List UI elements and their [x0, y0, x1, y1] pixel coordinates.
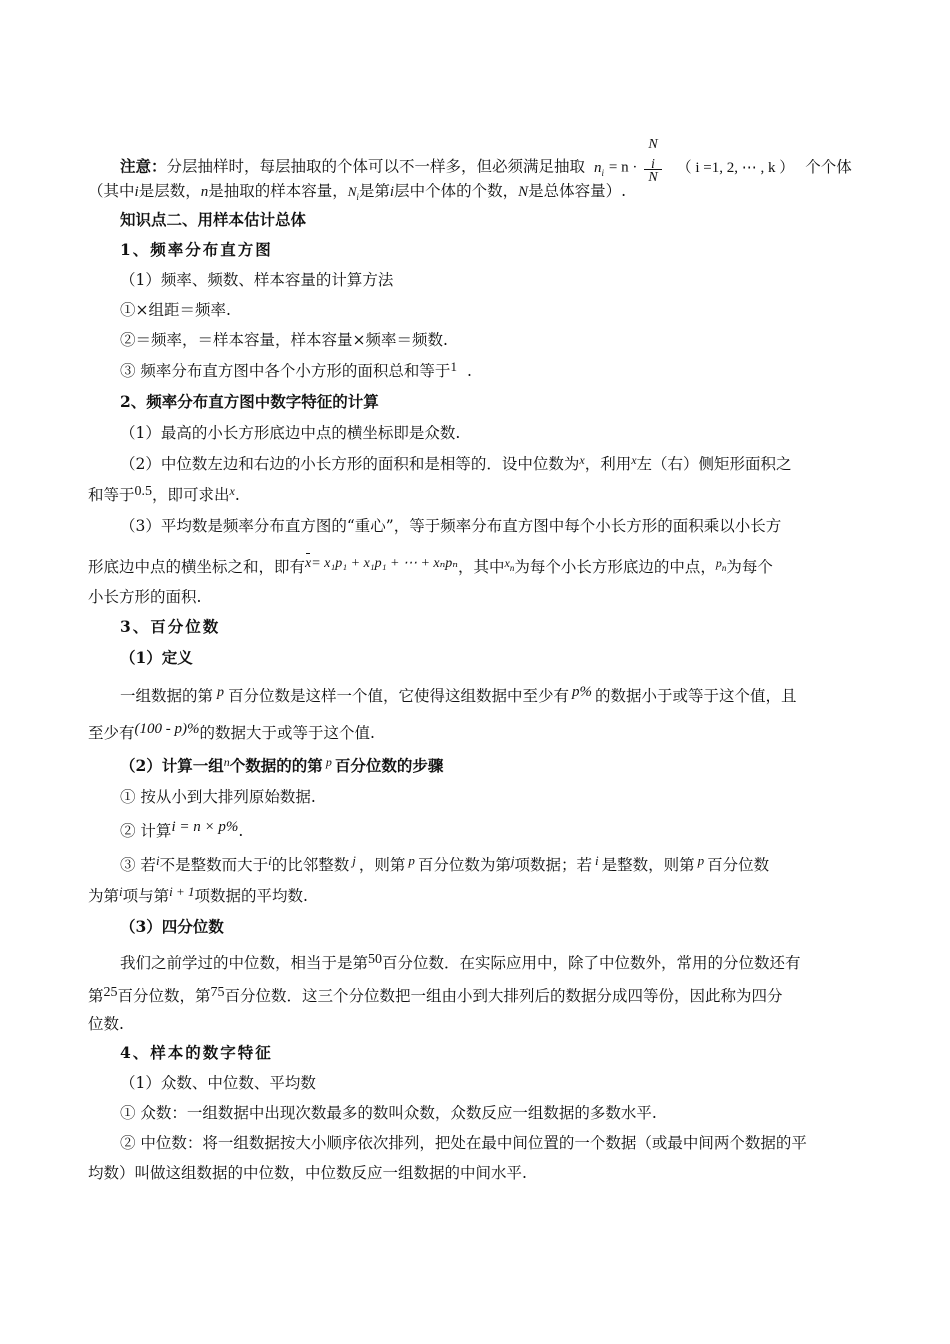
text: 个数据的的第 [229, 756, 323, 775]
text: 层中个体的个数， [394, 182, 519, 200]
text: （2）中位数左边和右边的小长方形的面积和是相等的．设中位数为 [120, 455, 580, 473]
paragraph: 小长方形的面积. [88, 588, 202, 606]
text: 至少有 [88, 724, 135, 742]
text: 左（右）侧矩形面积之 [636, 455, 792, 473]
text: 百分位数是这样一个值，它使得这组数据中至少有 [228, 687, 570, 705]
note-text-tail: 个个体 [805, 157, 852, 176]
text: 和等于 [88, 486, 135, 504]
text: 是总体容量）. [528, 182, 627, 200]
text: 的比邻整数 [271, 856, 350, 874]
paragraph: ② 中位数：将一组数据按大小顺序依次排列，把处在最中间位置的一个数据（或最中间两个数据的平 [120, 1134, 807, 1152]
math-i: i [389, 184, 395, 200]
subsection-title: （1）定义 [120, 648, 193, 667]
formula-eq: = n · [608, 159, 638, 176]
paragraph: （3）平均数是频率分布直方图的“重心”，等于频率分布直方图中每个小长方形的面积乘以小长方 [120, 517, 782, 535]
math-j: j [352, 853, 356, 868]
math-50: 50 [368, 952, 383, 967]
text: ③ 若 [120, 856, 156, 874]
math-xn: xn [504, 556, 515, 573]
formula-range: （ i =1, 2, ⋯ , k ） [676, 159, 795, 176]
math-i: i [268, 853, 272, 868]
text: 是抽取的样本容量， [208, 182, 348, 200]
math-i-plus-1: i + 1 [169, 884, 195, 899]
text: 为每个小长方形底边的中点， [514, 558, 716, 576]
math-p: p [697, 853, 705, 868]
text: 为第 [88, 887, 120, 905]
paragraph: （1）频率、频数、样本容量的计算方法 [120, 271, 394, 289]
text: 是第 [358, 182, 390, 200]
text: 为每个 [726, 558, 773, 576]
paragraph [120, 454, 792, 475]
note-label: 注意： [120, 156, 167, 176]
text: 百分位数 [707, 856, 770, 874]
text: 百分位数为第 [417, 856, 511, 874]
math-n: n [223, 755, 230, 769]
formula-fraction: N i N [644, 137, 661, 186]
math-x: x [631, 453, 637, 467]
math-i: i [155, 853, 160, 868]
section-title-4: 4、样本的数字特征 [120, 1043, 273, 1062]
math-p: p [217, 685, 225, 700]
subsection-title: （3）四分位数 [120, 917, 224, 936]
math-one: 1 [450, 359, 457, 374]
text: ③ 频率分布直方图中各个小方形的面积总和等于 [120, 362, 451, 380]
paragraph [88, 886, 308, 907]
section-title-2: 2、频率分布直方图中数字特征的计算 [120, 392, 379, 411]
section-title-1: 1、频率分布直方图 [120, 240, 273, 259]
math-i-equation: i = n × p% [171, 819, 239, 835]
paragraph: ①×组距＝频率. [120, 301, 231, 319]
text: 的数据大于或等于这个值. [199, 724, 375, 742]
paragraph [88, 723, 375, 744]
paragraph [120, 953, 801, 975]
math-n: n [200, 184, 209, 200]
text: 项与第 [122, 887, 170, 905]
math-j: j [510, 853, 515, 868]
text: 百分位数．在实际应用中，除了中位数外，常用的分位数还有 [382, 954, 801, 972]
math-i: i [119, 884, 123, 899]
note-line-2 [88, 181, 626, 203]
paragraph [88, 557, 773, 579]
paragraph [88, 485, 240, 507]
math-pn: pn [715, 556, 727, 573]
math-i: i [595, 853, 599, 868]
math-half: 0.5 [134, 484, 153, 499]
paragraph: 均数）叫做这组数据的中位数，中位数反应一组数据的中间水平. [88, 1164, 527, 1182]
paragraph [120, 361, 472, 382]
paragraph: ① 按从小到大排列原始数据. [120, 788, 316, 806]
subsection-title [120, 756, 443, 777]
text: ，其中 [457, 558, 505, 576]
paragraph: ②＝频率，＝样本容量，样本容量×频率＝频数. [120, 331, 448, 349]
paragraph [120, 855, 769, 876]
text: 百分位数的步骤 [334, 756, 444, 775]
text: . [466, 362, 472, 380]
section-title-3: 3、百分位数 [120, 617, 221, 636]
text: 的数据小于或等于这个值，且 [595, 687, 797, 705]
math-75: 75 [210, 985, 225, 1000]
math-Ni: $N_i$ [347, 184, 359, 202]
paragraph: （1）众数、中位数、平均数 [120, 1074, 316, 1092]
paragraph: 位数. [88, 1015, 124, 1033]
paragraph [120, 686, 797, 708]
text: 项数据；若 [514, 856, 593, 874]
note-text: 分层抽样时，每层抽取的个体可以不一样多，但必须满足抽取 [166, 157, 586, 176]
paragraph: （1）最高的小长方形底边中点的横坐标即是众数. [120, 424, 461, 442]
text: （2）计算一组 [120, 756, 224, 775]
text: 百分位数．这三个分位数把一组由小到大排列后的数据分成四等份，因此称为四分 [224, 987, 783, 1005]
math-p: p [408, 853, 415, 868]
section-title-kp2: 知识点二、用样本估计总体 [120, 210, 307, 229]
paragraph [120, 821, 243, 842]
text: ，即可求出 [152, 486, 230, 504]
math-mean-formula: = x₁p₁ + x₁p₁ + ⋯ + xₙpₙ [311, 556, 458, 571]
text: ，利用 [584, 455, 632, 473]
math-x: x [229, 484, 235, 498]
math-100-minus-p: (100 - p)% [134, 721, 200, 737]
text: . [238, 822, 244, 840]
text: . [234, 486, 240, 504]
text: 是整数，则第 [601, 856, 695, 874]
text: 一组数据的第 [120, 687, 214, 705]
text: 百分位数，第 [117, 987, 211, 1005]
math-p: p [325, 755, 332, 769]
text: 不是整数而大于 [159, 856, 269, 874]
math-x: x [579, 453, 585, 467]
text: 形底边中点的横坐标之和，即有 [88, 558, 306, 576]
text: ② 计算 [120, 822, 172, 840]
paragraph [88, 986, 783, 1008]
math-i: i [134, 184, 139, 200]
text: 是层数， [138, 182, 201, 200]
text: 第 [88, 987, 104, 1005]
text: （其中 [88, 182, 135, 200]
math-N: N [518, 184, 529, 200]
math-25: 25 [103, 985, 118, 1000]
text: 我们之前学过的中位数，相当于是第 [120, 954, 369, 972]
formula-ni: $n_i$ [593, 159, 604, 178]
text: ，则第 [358, 856, 406, 874]
math-p-percent: p% [572, 684, 593, 700]
text: 项数据的平均数. [194, 887, 308, 905]
math-xbar: x [305, 556, 312, 571]
paragraph: ① 众数：一组数据中出现次数最多的数叫众数，众数反应一组数据的多数水平. [120, 1104, 657, 1122]
